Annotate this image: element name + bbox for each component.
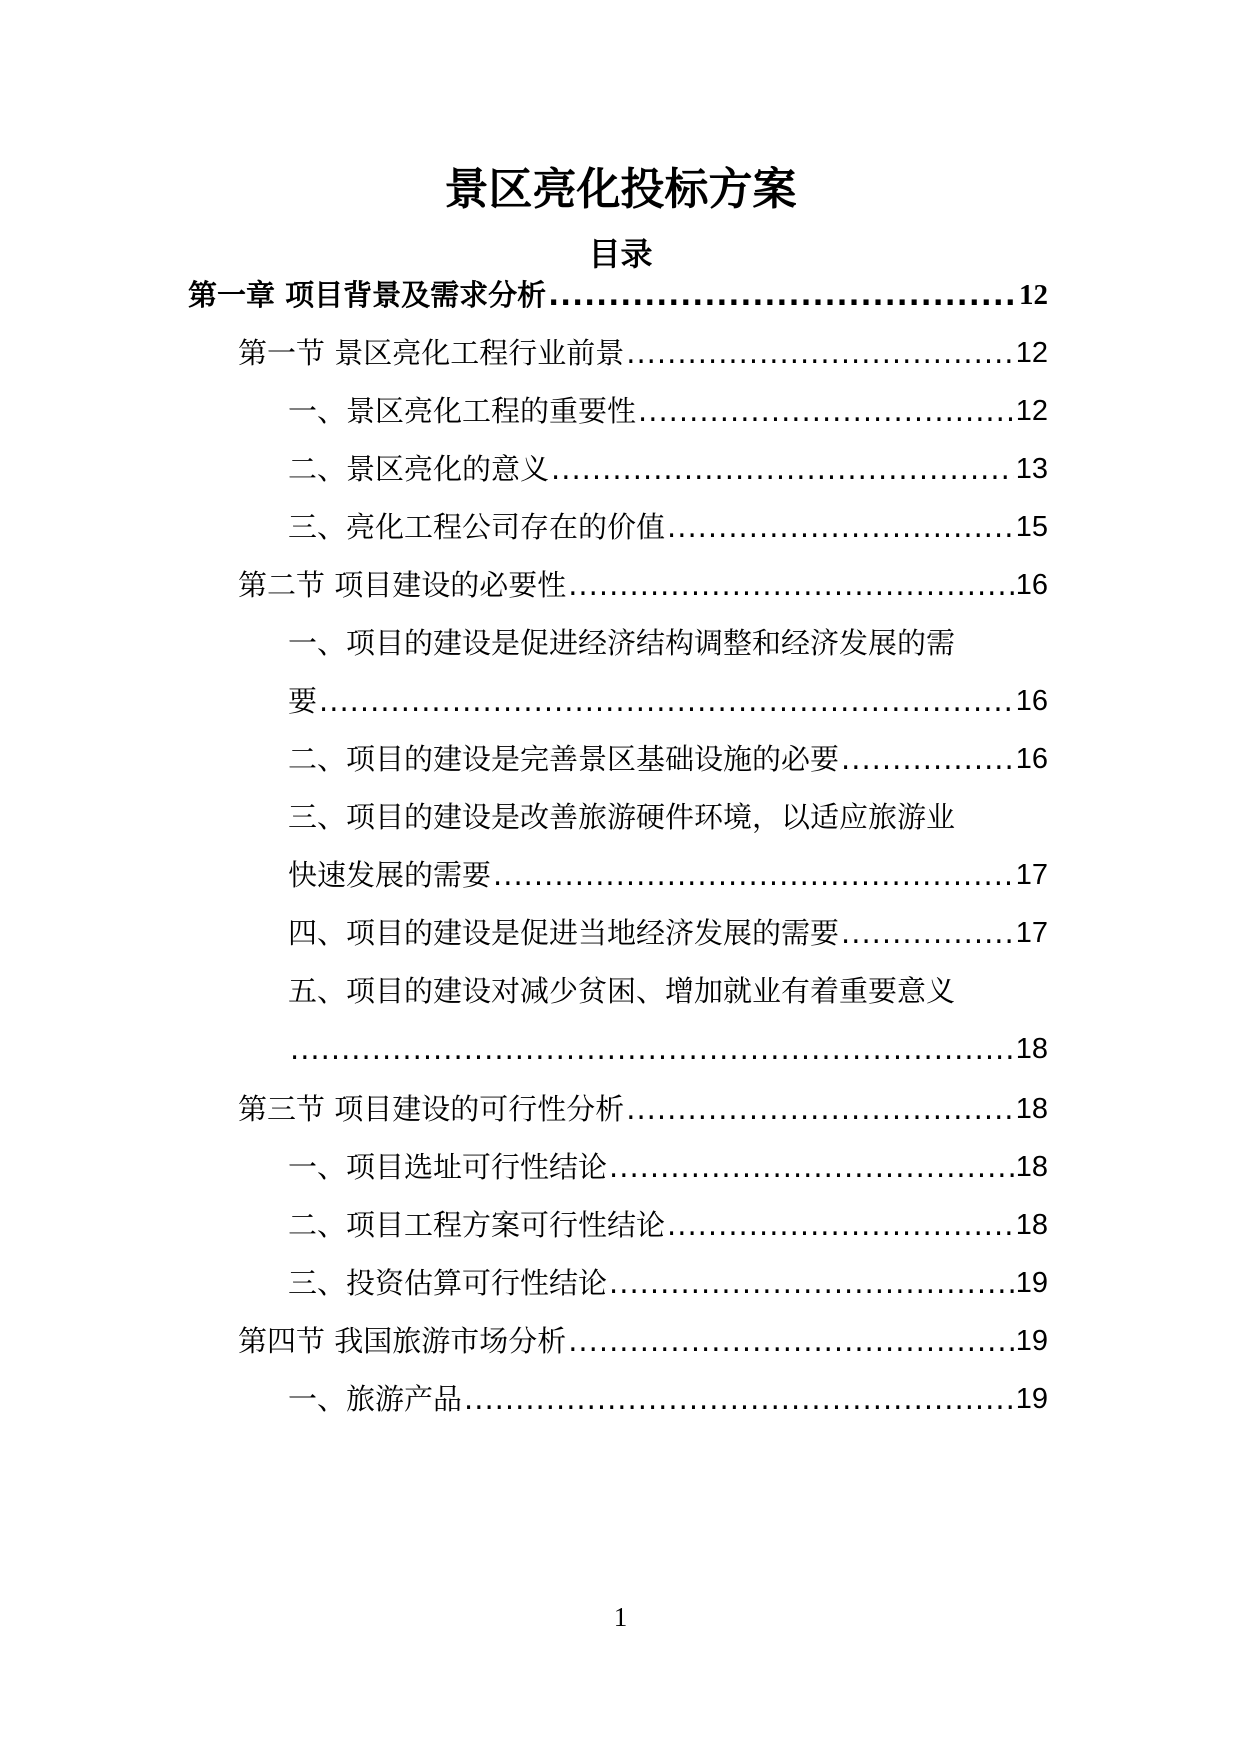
toc-entry[interactable] (288, 390, 1048, 432)
toc-entry-text: 要 (288, 684, 318, 718)
toc-entry-text: 第一节 景区亮化工程行业前景 (238, 336, 625, 370)
toc-entry-page: 16 (1015, 743, 1048, 775)
toc-entry-page: 17 (1015, 859, 1048, 891)
toc-entry-text: 第一章 项目背景及需求分析 (188, 278, 547, 312)
toc-entry-page: 12 (1015, 337, 1048, 369)
toc-entry-text-line1[interactable]: 一、项目的建设是促进经济结构调整和经济发展的需 (288, 626, 956, 660)
toc-leader (493, 854, 1014, 896)
toc-leader (319, 680, 1014, 722)
toc-entry[interactable] (288, 1262, 1048, 1304)
toc-entry-page: 19 (1015, 1383, 1048, 1415)
toc-entry-text: 一、景区亮化工程的重要性 (288, 394, 637, 428)
toc-leader (568, 1320, 1014, 1362)
toc-entry-page: 18 (1015, 1151, 1048, 1183)
toc-heading: 目录 (588, 235, 653, 273)
toc-entry-text-line1[interactable]: 五、项目的建设对减少贫困、增加就业有着重要意义 (288, 974, 956, 1008)
toc-leader (551, 448, 1014, 490)
toc-entry-page: 19 (1015, 1267, 1048, 1299)
toc-entry-text: 第三节 项目建设的可行性分析 (238, 1092, 625, 1126)
toc-entry[interactable] (288, 1146, 1048, 1188)
toc-entry-text: 快速发展的需要 (288, 858, 492, 892)
toc-entry-text-line1[interactable]: 三、项目的建设是改善旅游硬件环境，以适应旅游业 (288, 800, 956, 834)
document-title: 景区亮化投标方案 (444, 164, 797, 215)
toc-leader (841, 912, 1014, 954)
toc-leader (626, 1088, 1014, 1130)
toc-entry[interactable] (238, 332, 1048, 374)
toc-leader (568, 564, 1014, 606)
toc-entry[interactable] (288, 1378, 1048, 1420)
toc-entry-page: 18 (1015, 1033, 1048, 1065)
toc-leader (609, 1146, 1014, 1188)
toc-entry[interactable] (288, 738, 1048, 780)
toc-leader (464, 1378, 1014, 1420)
toc-entry-text: 二、项目的建设是完善景区基础设施的必要 (288, 742, 840, 776)
toc-entry-text: 第二节 项目建设的必要性 (238, 568, 567, 602)
toc-entry[interactable] (288, 854, 1048, 896)
toc-entry-page: 16 (1015, 685, 1048, 717)
toc-entry-text: 三、亮化工程公司存在的价值 (288, 510, 666, 544)
toc-entry-text: 一、旅游产品 (288, 1382, 463, 1416)
toc-leader (609, 1262, 1014, 1304)
toc-entry-page: 19 (1015, 1325, 1048, 1357)
toc-entry-page: 12 (1019, 279, 1048, 311)
toc-entry[interactable] (288, 506, 1048, 548)
toc-entry-text: 三、投资估算可行性结论 (288, 1266, 608, 1300)
toc-entry[interactable] (288, 912, 1048, 954)
toc-entry[interactable] (238, 1088, 1048, 1130)
toc-leader (626, 332, 1014, 374)
toc-leader (841, 738, 1014, 780)
toc-entry-text: 第四节 我国旅游市场分析 (238, 1324, 567, 1358)
toc-leader (638, 390, 1014, 432)
toc-entry-page: 18 (1015, 1209, 1048, 1241)
toc-entry-page: 16 (1015, 569, 1048, 601)
toc-entry-text: 一、项目选址可行性结论 (288, 1150, 608, 1184)
toc-leader (667, 506, 1014, 548)
toc-entry-page: 12 (1015, 395, 1048, 427)
toc-entry-page: 13 (1015, 453, 1048, 485)
toc-entry-text: 二、项目工程方案可行性结论 (288, 1208, 666, 1242)
toc-entry[interactable] (288, 1204, 1048, 1246)
toc-entry[interactable] (238, 564, 1048, 606)
toc-leader (548, 274, 1017, 316)
toc-entry[interactable] (288, 448, 1048, 490)
toc-entry-text: 四、项目的建设是促进当地经济发展的需要 (288, 916, 840, 950)
toc-entry-text: 二、景区亮化的意义 (288, 452, 550, 486)
toc-entry[interactable] (288, 680, 1048, 722)
table-of-contents (0, 278, 1241, 1590)
toc-entry-page: 15 (1015, 511, 1048, 543)
toc-leader (667, 1204, 1014, 1246)
toc-entry-page: 18 (1015, 1093, 1048, 1125)
toc-leader (290, 1028, 1014, 1070)
toc-entry[interactable] (238, 1320, 1048, 1362)
toc-entry[interactable] (188, 274, 1048, 316)
toc-entry[interactable] (288, 1028, 1048, 1070)
page-number: 1 (613, 1602, 628, 1632)
toc-entry-page: 17 (1015, 917, 1048, 949)
